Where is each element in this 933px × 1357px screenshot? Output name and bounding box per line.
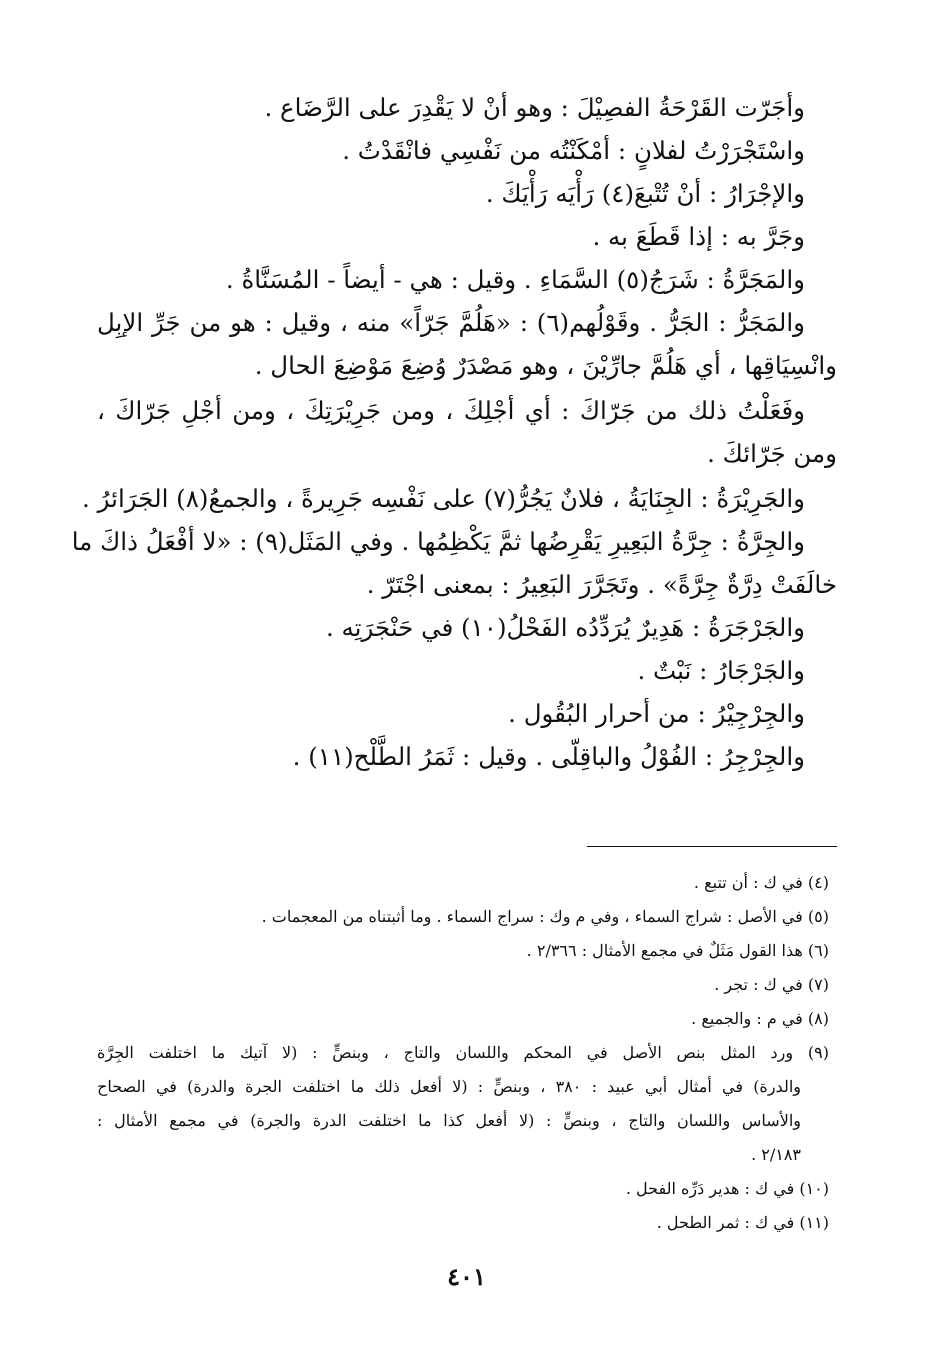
footnote: (١٠) في ك : هدير دَرِّه الفحل .: [625, 1179, 829, 1198]
text-line: وجَرَّ به : إذا قَطَعَ به .: [592, 222, 805, 251]
footnote-continuation: ٢/١٨٣ .: [751, 1145, 801, 1164]
main-text: [71, 86, 837, 778]
text-line: خالَفَتْ دِرَّةٌ جِرَّةً» . وتَجَرَّرَ البَعِيرُ : بمعنى اجْتَرّ .: [366, 570, 837, 599]
footnote: (٥) في الأصل : شراج السماء ، وفي م وك : سراج السماء . وما أثبتناه من المعجمات .: [261, 907, 829, 926]
text-line: وفَعَلْتُ ذلك من جَرّاكَ : أي أجْلِكَ ، ومن جَرِيْرَتِكَ ، ومن أجْلِ جَرّاكَ ،: [97, 396, 805, 425]
page-number: ٤٠١: [447, 1262, 486, 1291]
text-line: ومن جَرّائكَ .: [707, 439, 837, 468]
footnote: (٤) في ك : أن تتبع .: [693, 873, 829, 892]
text-line: والإجْرَارُ : أنْ تُتْبعَ(٤) رَأْيَه رَأْيَكَ .: [485, 179, 805, 208]
text-line: والجَرِيْرَةُ : الجِنَايَةُ ، فلانٌ يَجُرُّ(٧) على نَفْسِه جَرِيرةً ، والجمعُ(٨) الجَرَائرُ .: [82, 484, 805, 513]
text-line: وأجَرّت القَرْحَةُ الفصِيْلَ : وهو أنْ لا يَقْدِرَ على الرَّضَاع .: [264, 93, 805, 122]
footnote-separator: [587, 846, 837, 847]
footnote: (٨) في م : والجميع .: [691, 1009, 829, 1028]
footnote: (١١) في ك : ثمر الطحل .: [656, 1213, 829, 1232]
footnote-continuation: والدرة) في أمثال أبي عبيد : ٣٨٠ ، وبنصٍّ : (لا أفعل ذلك ما اختلفت الجرة والدرة) في الصحاح: [97, 1077, 801, 1096]
text-line: والمَجَرَّةُ : شَرَجُ(٥) السَّمَاءِ . وقيل : هي - أيضاً - المُسَنَّاةُ .: [225, 265, 805, 294]
footnote: (٧) في ك : تجر .: [714, 975, 829, 994]
footnote: (٦) هذا القول مَثَلٌ في مجمع الأمثال : ٢/٣٦٦ .: [526, 941, 829, 960]
footnote: (٩) ورد المثل بنص الأصل في المحكم واللسان والتاج ، وبنصٍّ : (لا آتيك ما اختلفت الجِرَّة: [97, 1043, 829, 1062]
text-line: والمَجَرُّ : الجَرُّ . وقَوْلُهم(٦) : «هَلُمَّ جَرّاً» منه ، وقيل : هو من جَرِّ الإبِل: [97, 308, 805, 337]
text-line: والجِرْجِرُ : الفُوْلُ والباقِلّى . وقيل : ثَمَرُ الطَّلْح(١١) .: [292, 742, 805, 771]
footnote-continuation: والأساس واللسان والتاج ، وبنصٍّ : (لا أفعل كذا ما اختلفت الدرة والجرة) في مجمع الأمثال :: [97, 1111, 801, 1130]
text-line: واسْتَجْرَرْتُ لفلانٍ : أمْكَنْتُه من نَفْسِي فانْقَدْتُ .: [342, 136, 805, 165]
text-line: والجَرْجَارُ : نَبْتٌ .: [637, 656, 805, 685]
footnotes: [97, 866, 837, 1240]
text-line: والجِرْجِيْرُ : من أحرار البُقُول .: [508, 699, 805, 728]
text-line: وانْسِيَاقِها ، أي هَلُمَّ جارِّيْنَ ، وهو مَصْدَرٌ وُضِعَ مَوْضِعَ الحال .: [254, 351, 837, 380]
text-line: والجَرْجَرَةُ : هَدِيرٌ يُرَدِّدُه الفَحْلُ(١٠) في حَنْجَرَتِه .: [325, 613, 805, 642]
text-line: والجِرَّةُ : جِرَّةُ البَعِيرِ يَقْرِضُها ثمَّ يَكْظِمُها . وفي المَثَل(٩) : «لا أفْعَلُ ذاكَ ما: [71, 527, 805, 556]
